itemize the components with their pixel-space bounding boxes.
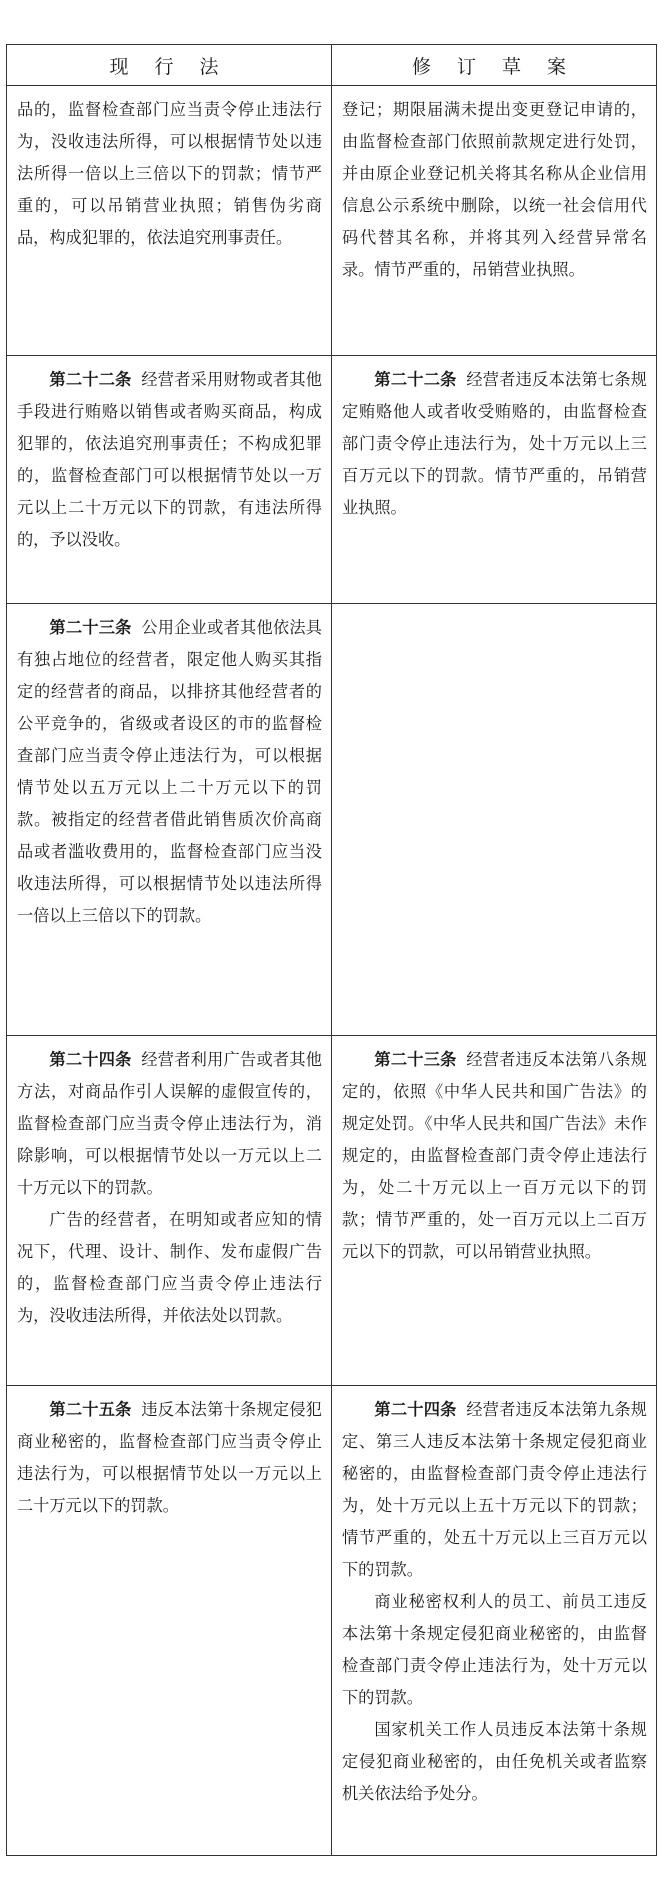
current-law-text: 公用企业或者其他依法具有独占地位的经营者，限定他人购买其指定的经营者的商品，以排挤其他经营者的公平竞争的，省级或者设区的市的监督检查部门应当责令停止违法行为，可以根据情节处以五万元以上二十万元以下的罚款。被指定的经营者借此销售质次价高商品或者滥收费用的，监督检查部门应当没收违法所得，可以根据情节处以违法所得一倍以上三倍以下的罚款。: [17, 618, 322, 925]
revised-draft-cell-empty: [332, 604, 657, 1036]
table-row: [7, 604, 657, 1036]
article-number: 第二十五条: [49, 1400, 132, 1419]
revised-draft-cell: [332, 1036, 657, 1386]
revised-draft-cell: [332, 356, 657, 604]
header-revised-draft: 修 订 草 案: [332, 45, 657, 86]
revised-draft-cell: [332, 1386, 657, 1856]
comparison-table: [6, 44, 657, 1856]
table-row: [7, 1386, 657, 1856]
header-current-law: 现 行 法: [7, 45, 332, 86]
current-law-text: 经营者利用广告或者其他方法，对商品作引人误解的虚假宣传的，监督检查部门应当责令停止违法行为，消除影响，可以根据情节处以一万元以上二十万元以下的罚款。: [17, 1050, 322, 1197]
revised-draft-text: 经营者违反本法第九条规定、第三人违反本法第十条规定侵犯商业秘密的，由监督检查部门责令停止违法行为，处十万元以上五十万元以下的罚款；情节严重的，处五十万元以上三百万元以下的罚款。: [342, 1400, 647, 1579]
article-number: 第二十二条: [374, 370, 457, 389]
article-number: 第二十三条: [374, 1050, 457, 1069]
article-number: 第二十三条: [49, 618, 132, 637]
revised-draft-text: 经营者违反本法第八条规定的，依照《中华人民共和国广告法》的规定处罚。《中华人民共和国广告法》未作规定的，由监督检查部门责令停止违法行为，处二十万元以上一百万元以下的罚款；情节严重的，处一百万元以上二百万元以下的罚款，可以吊销营业执照。: [342, 1050, 647, 1261]
current-law-text: 经营者采用财物或者其他手段进行贿赂以销售或者购买商品，构成犯罪的，依法追究刑事责任；不构成犯罪的，监督检查部门可以根据情节处以一万元以上二十万元以下的罚款，有违法所得的，予以没收。: [17, 370, 322, 549]
revised-draft-text: 经营者违反本法第七条规定贿赂他人或者收受贿赂的，由监督检查部门责令停止违法行为，处十万元以上三百万元以下的罚款。情节严重的，吊销营业执照。: [342, 370, 647, 517]
table-row: [7, 356, 657, 604]
article-number: 第二十四条: [49, 1050, 132, 1069]
current-law-cell: [7, 1036, 332, 1386]
current-law-cell: [7, 1386, 332, 1856]
table-row: [7, 1036, 657, 1386]
current-law-text: 违反本法第十条规定侵犯商业秘密的，监督检查部门应当责令停止违法行为，可以根据情节处以一万元以上二十万元以下的罚款。: [17, 1400, 322, 1515]
article-number: 第二十四条: [374, 1400, 457, 1419]
article-number: 第二十二条: [49, 370, 132, 389]
current-law-text: 品的，监督检查部门应当责令停止违法行为，没收违法所得，可以根据情节处以违法所得一倍以上三倍以下的罚款；情节严重的，可以吊销营业执照；销售伪劣商品，构成犯罪的，依法追究刑事责任。: [17, 100, 322, 247]
current-law-cell: [7, 356, 332, 604]
revised-draft-text: 登记；期限届满未提出变更登记申请的，由监督检查部门依照前款规定进行处罚，并由原企业登记机关将其名称从企业信用信息公示系统中删除，以统一社会信用代码代替其名称，并将其列入经营异常名录。情节严重的，吊销营业执照。: [342, 100, 647, 279]
comparison-document: [6, 44, 656, 1856]
revised-draft-text: 国家机关工作人员违反本法第十条规定侵犯商业秘密的，由任免机关或者监察机关依法给予处分。: [342, 1720, 647, 1803]
current-law-text: 广告的经营者，在明知或者应知的情况下，代理、设计、制作、发布虚假广告的，监督检查部门应当责令停止违法行为，没收违法所得，并依法处以罚款。: [17, 1210, 322, 1325]
revised-draft-cell: [332, 86, 657, 356]
table-row: [7, 86, 657, 356]
table-header-row: [7, 45, 657, 86]
current-law-cell: [7, 86, 332, 356]
current-law-cell: [7, 604, 332, 1036]
revised-draft-text: 商业秘密权利人的员工、前员工违反本法第十条规定侵犯商业秘密的，由监督检查部门责令停止违法行为，处十万元以下的罚款。: [342, 1592, 647, 1707]
